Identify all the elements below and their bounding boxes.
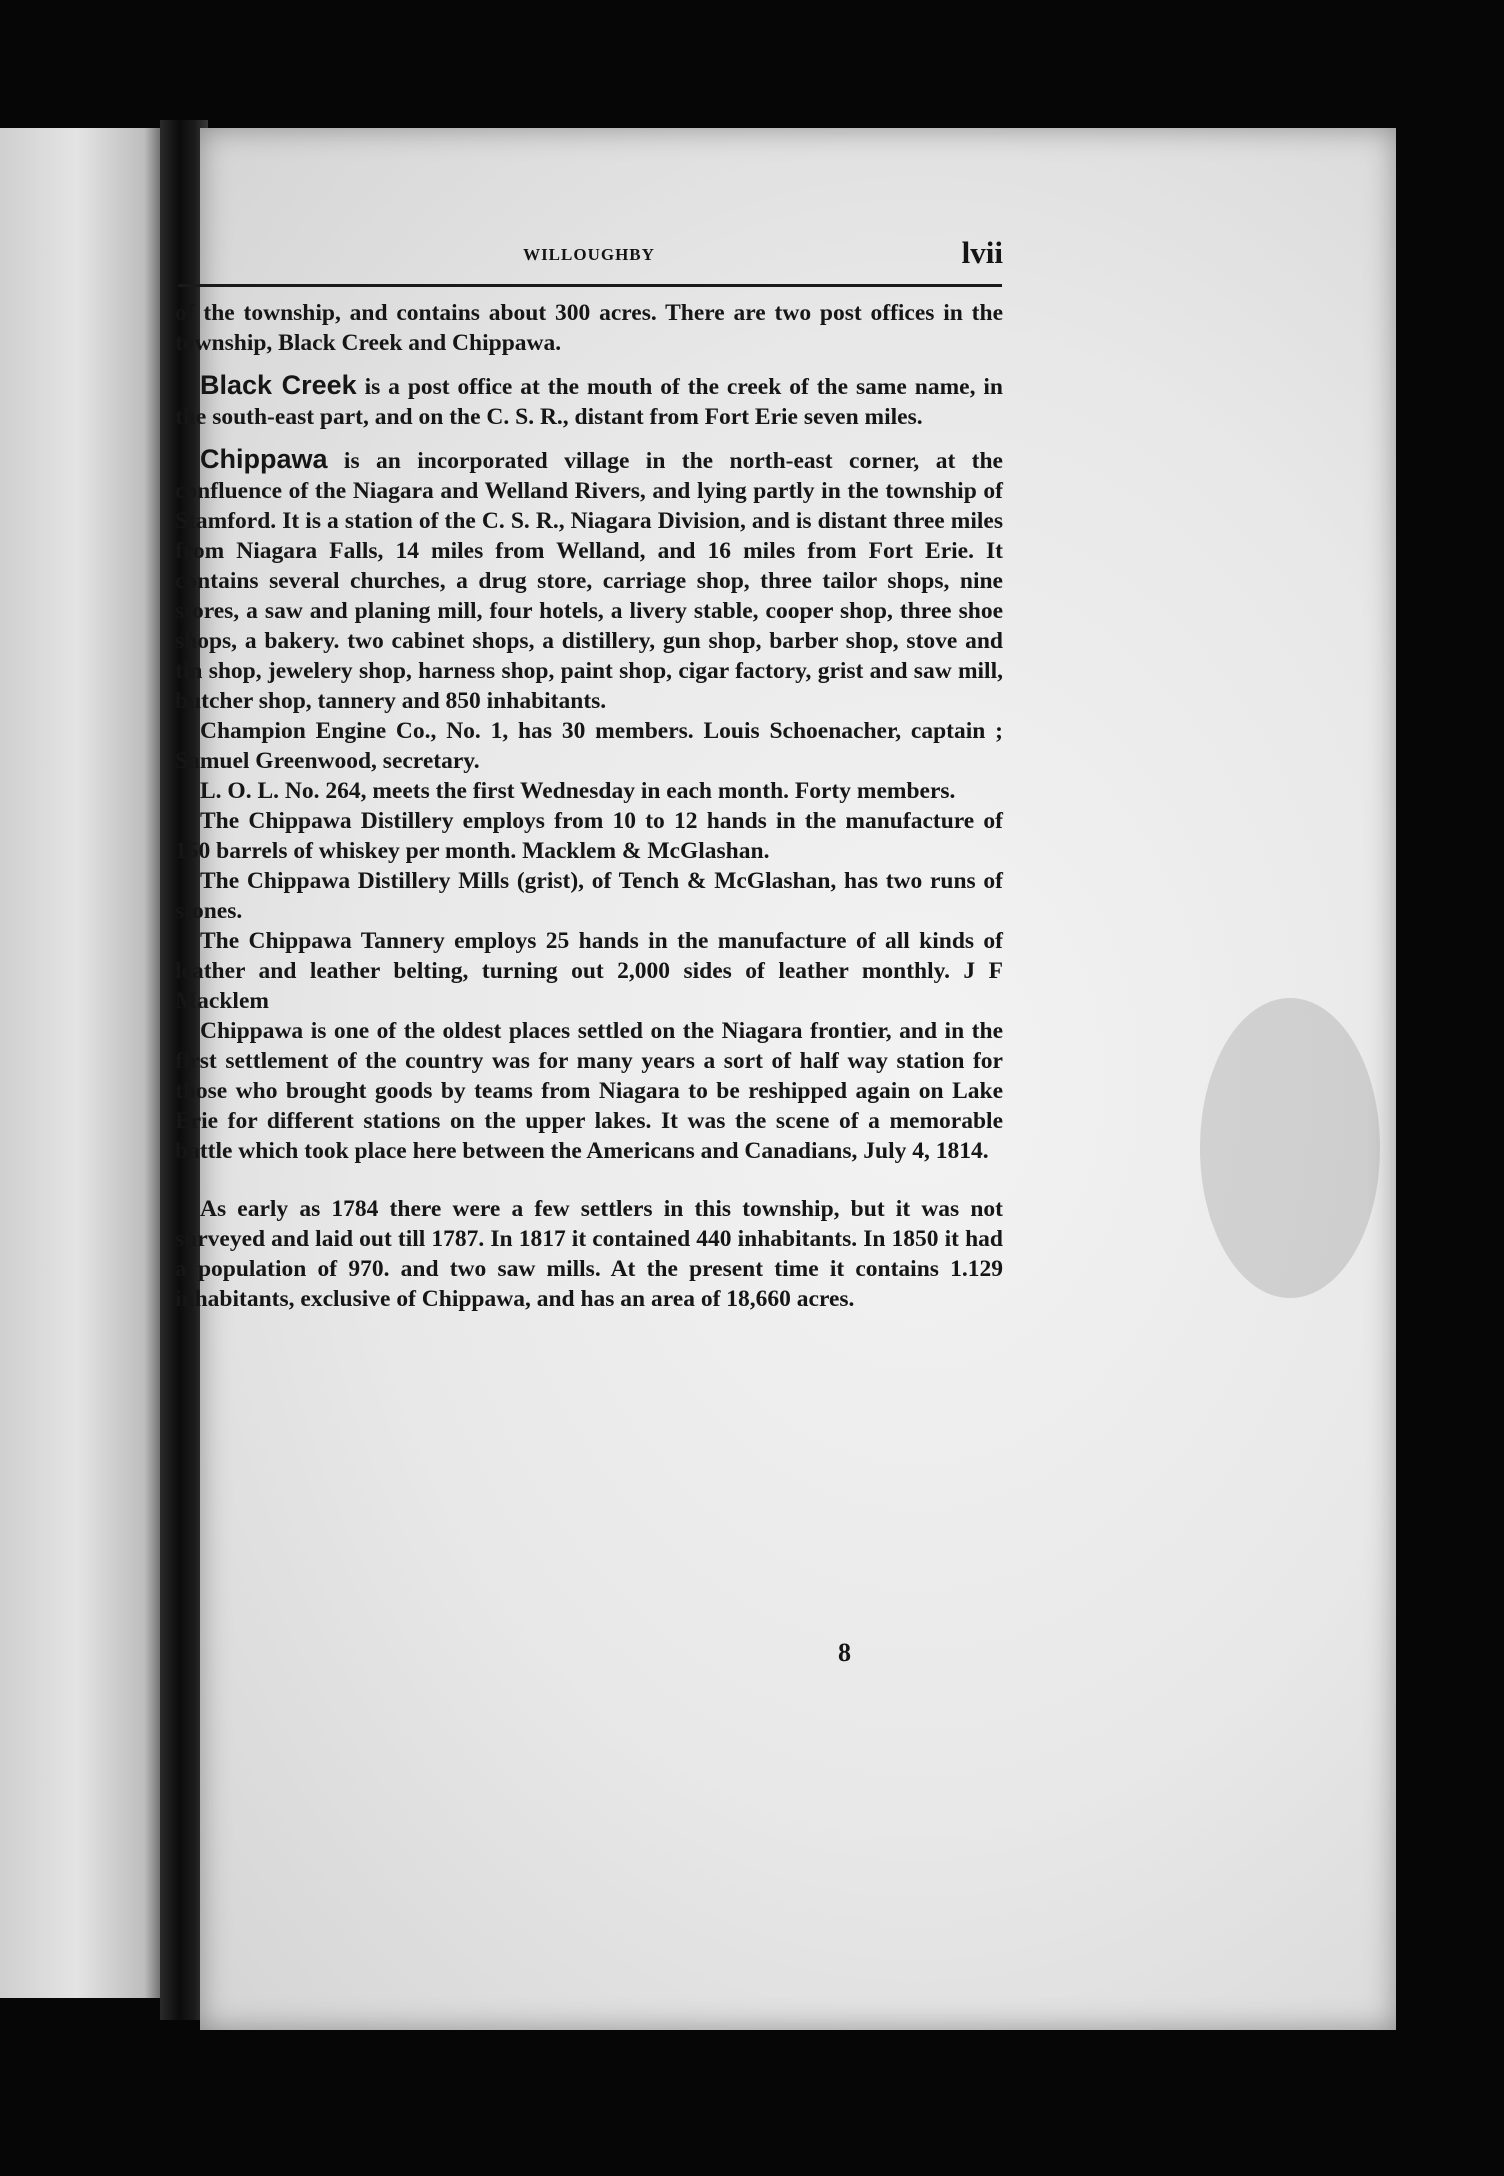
paragraph-text: is an incorporated village in the north-east corner, at the confluence of the Niagara and Welland Rivers, and lying partly in the township of Stamford. It is a station of the C. S. R., Niagara Division, and is distant three miles from Niagara Falls, 14 miles from Welland, and 16 miles from Fort Erie. It contains several churches, a drug store, carriage shop, three tailor shops, nine stores, a saw and planing mill, four hotels, a livery stable, cooper shop, three shoe shops, a bakery. two cabinet shops, a distillery, gun shop, barber shop, stove and tin shop, jewelery shop, harness shop, paint shop, cigar factory, grist and saw mill, butcher shop, tannery and 850 inhabitants. <box>175 448 1003 714</box>
paragraph-text: The Chippawa Tannery employs 25 hands in the manufacture of all kinds of leather and leather belting, turning out 2,000 sides of leather monthly. J F Macklem <box>175 928 1003 1014</box>
paragraph-text: Chippawa is one of the oldest places settled on the Niagara frontier, and in the first settlement of the country was for many years a sort of half way station for those who brought goods by teams from Niagara to be reshipped again on Lake Erie for different stations on the upper lakes. It was the scene of a memorable battle which took place here between the Americans and Canadians, July 4, 1814. <box>175 1018 1003 1164</box>
paragraph-lead: Black Creek <box>200 370 357 400</box>
header-rule <box>178 284 1002 287</box>
paragraph-black-creek <box>175 370 1003 432</box>
paragraph-engine-company <box>175 716 1003 776</box>
page-header <box>175 235 1003 275</box>
paragraph-chippawa <box>175 444 1003 716</box>
paragraph-settlement <box>175 1194 1003 1314</box>
paragraph-township-intro <box>175 298 1003 358</box>
page-stain <box>1200 998 1380 1298</box>
paragraph-text: is a post office at the mouth of the creek of the same name, in the south-east part, and on the C. S. R., distant from Fort Erie seven miles. <box>175 374 1003 430</box>
facing-page-edge <box>0 128 170 1998</box>
paragraph-distillery <box>175 806 1003 866</box>
paragraph-text: of the township, and contains about 300 acres. There are two post offices in the township, Black Creek and Chippawa. <box>175 300 1003 356</box>
paragraph-text: The Chippawa Distillery employs from 10 to 12 hands in the manufacture of 150 barrels of whiskey per month. Macklem & McGlashan. <box>175 808 1003 864</box>
paragraph-text: As early as 1784 there were a few settlers in this township, but it was not surveyed and laid out till 1787. In 1817 it contained 440 inhabitants. In 1850 it had a population of 970. and two saw mills. At the present time it contains 1.129 inhabitants, exclusive of Chippawa, and has an area of 18,660 acres. <box>175 1196 1003 1312</box>
signature-mark: 8 <box>838 1638 851 1667</box>
running-title: WILLOUGHBY <box>523 245 655 264</box>
page-body <box>175 298 1003 1314</box>
paragraph-text: The Chippawa Distillery Mills (grist), of Tench & McGlashan, has two runs of stones. <box>175 868 1003 924</box>
paragraph-text: L. O. L. No. 264, meets the first Wednesday in each month. Forty members. <box>200 778 956 804</box>
paragraph-lol <box>175 776 1003 806</box>
paragraph-tannery <box>175 926 1003 1016</box>
paragraph-text: Champion Engine Co., No. 1, has 30 members. Louis Schoenacher, captain ; Samuel Greenwood, secretary. <box>175 718 1003 774</box>
paragraph-history <box>175 1016 1003 1166</box>
page-number: lvii <box>961 235 1003 270</box>
paragraph-distillery-mills <box>175 866 1003 926</box>
paragraph-lead: Chippawa <box>200 444 328 474</box>
